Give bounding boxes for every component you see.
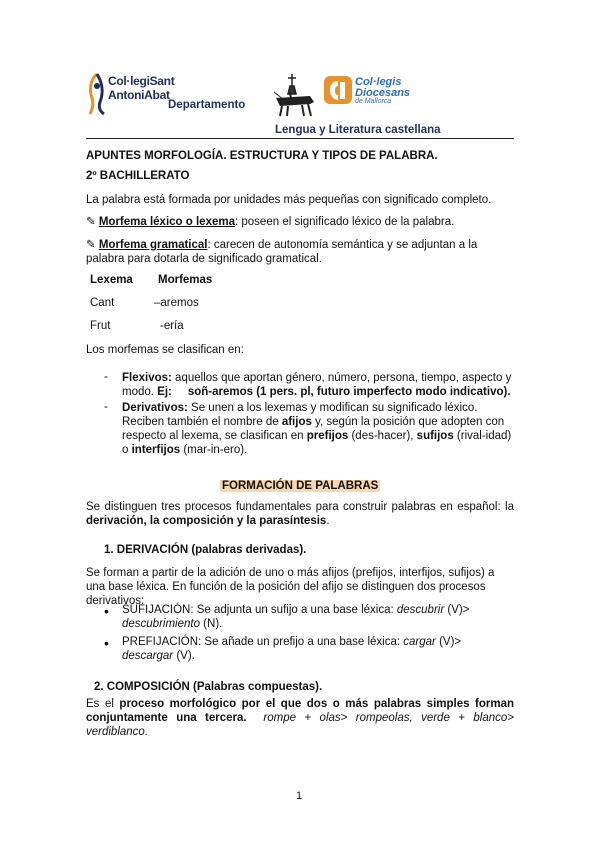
table-cell-morfema: –aremos [154,297,199,309]
sufijacion-example: descubrimiento [122,618,200,630]
diocesan-emblem-icon [322,74,354,108]
composicion-text: Es el [86,698,120,710]
logo1-line1: Col·legiSant [108,74,175,88]
dot-bullet-icon: • [104,603,109,619]
logo2-line1: Col·legis [355,76,402,88]
pointer-icon: ✎ [86,216,99,228]
derivacion-paragraph: Se forman a partir de la adición de uno o más afijos (prefijos, interfijos, sufijos) a una base léxica. En función de la posición del afijo se distinguen dos procesos derivativos: [86,567,495,607]
page-number: 1 [296,790,303,802]
lexema-term: Morfema léxico o lexema [98,216,235,228]
classify-paragraph: Los morfemas se clasifican en: [86,344,244,356]
school-logo-sant-antoni-abat [86,72,176,118]
prefijacion-text: (V)> [435,636,462,648]
lexema-text: : poseen el significado léxico de la palabra. [235,216,455,228]
formacion-processes: derivación, la composición y la parasíntesis [86,515,327,527]
flexivos-example-label: Ej: [153,386,172,398]
subject-label: Lengua y Literatura castellana [275,124,441,136]
dash-bullet-icon: - [104,371,108,383]
flexivos-text: aquellos que aportan género, número, persona, tiempo, aspecto y modo. [122,372,512,398]
composicion-examples: rompe + olas> rompeolas, verde + blanco> verdiblanco. [86,712,518,738]
composicion-definition: proceso morfológico por el que dos o más palabras simples forman conjuntamente una tercera. [86,698,514,724]
prefijacion-example: cargar [403,636,436,648]
lexema-definition [86,215,514,229]
derivativos-term: Derivativos: [122,402,188,414]
derivativos-text: (mar-in-ero). [180,444,248,456]
quijote-figure-icon [270,72,318,118]
intro-paragraph: La palabra está formada por unidades más pequeñas con significado completo. [86,194,492,206]
formacion-intro [86,500,514,528]
list-item-sufijacion [122,603,514,631]
logo1-line2: AntoniAbat [108,88,170,102]
table-cell-lexema: Frut [90,320,111,332]
formacion-intro-end: . [326,515,330,527]
dot-bullet-icon: • [104,635,109,651]
table-header-morfemas: Morfemas [158,274,213,286]
composicion-paragraph [86,697,518,739]
sufijacion-example: descubrir [396,604,445,616]
header-divider [86,138,514,139]
logo2-line2: Diocesans [355,87,411,99]
dash-bullet-icon: - [104,401,108,413]
section-heading-formacion: FORMACIÓN DE PALABRAS [222,480,379,492]
derivativos-text: (rival-idad) o [122,430,512,456]
interfijos-term: interfijos [131,444,181,456]
heading-derivacion: 1. DERIVACIÓN (palabras derivadas). [104,544,307,556]
sufijos-term: sufijos [416,430,454,442]
table-cell-morfema: -ería [160,320,184,332]
department-label: Departamento [168,99,246,111]
formacion-intro-text: Se distinguen tres procesos fundamentales para construir palabras en español: la [86,501,514,513]
document-title: APUNTES MORFOLOGÍA. ESTRUCTURA Y TIPOS DE PALABRA. [86,150,438,162]
heading-composicion: 2. COMPOSICIÓN (Palabras compuestas). [94,681,323,693]
course-level: 2º BACHILLERATO [86,170,190,182]
prefijacion-example: descargar [122,650,174,662]
derivativos-text: y, según la posición que adopten con respecto al lexema, se clasifican en [122,416,505,442]
list-item-prefijacion [122,635,514,663]
prefijacion-text: (V). [173,650,195,662]
list-item-derivativos [122,401,514,457]
sufijacion-text: SUFIJACIÓN: Se adjunta un sufijo a una base léxica: [122,604,397,616]
list-item-flexivos [122,371,514,399]
sufijacion-text: (N). [199,618,223,630]
morfema-gramatical-definition [86,238,514,266]
table-cell-lexema: Cant [90,297,115,309]
derivativos-text: (des-hacer), [348,430,417,442]
morfema-gramatical-text: : carecen de autonomía semántica y se adjuntan a la palabra para dotarla de significado gramatical. [86,239,478,265]
afijos-term: afijos [281,416,312,428]
logo2-line3: de Mallorca [355,98,392,105]
prefijos-term: prefijos [306,430,349,442]
prefijacion-text: PREFIJACIÓN: Se añade un prefijo a una base léxica: [122,636,404,648]
derivativos-text: Se unen a los lexemas y modifican su significado léxico. Reciben también el nombre de [122,402,478,428]
table-header-lexema: Lexema [90,274,133,286]
sufijacion-text: (V)> [444,604,470,616]
flexivos-term: Flexivos: [122,372,172,384]
diocesan-schools-logo [322,72,422,112]
morfema-gramatical-term: Morfema gramatical [98,239,208,251]
flexivos-example: soñ-aremos (1 pers. pl, futuro imperfecto modo indicativo). [171,386,511,398]
school-crest-icon [86,72,108,116]
pointer-icon: ✎ [86,239,99,251]
